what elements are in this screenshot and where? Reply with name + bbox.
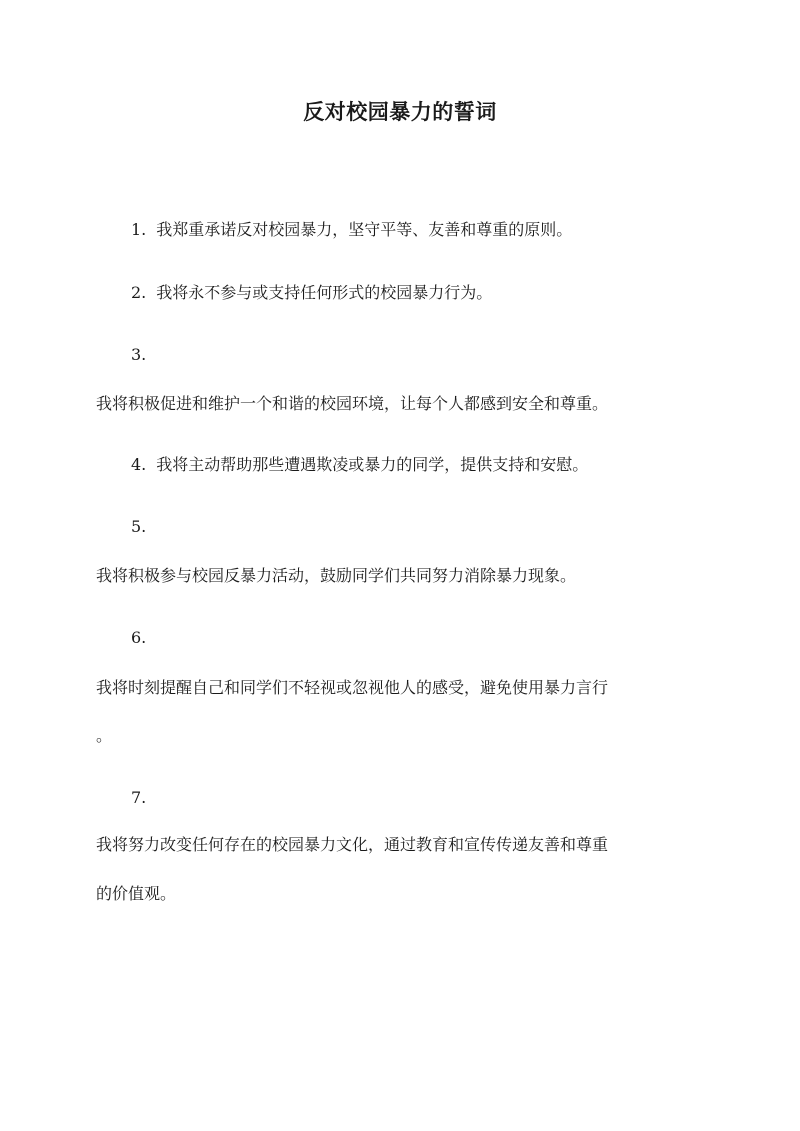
item-text-5: 我将积极参与校园反暴力活动，鼓励同学们共同努力消除暴力现象。 [96,566,577,585]
item-number-7: 7. [131,788,147,807]
item-number: 1. [131,220,147,239]
item-text-6-line-1: 我将时刻提醒自己和同学们不轻视或忽视他人的感受，避免使用暴力言行 [96,678,609,697]
item-number-6: 6. [131,628,147,647]
item-text: 我将主动帮助那些遭遇欺凌或暴力的同学，提供支持和安慰。 [156,455,589,474]
page-title: 反对校园暴力的誓词 [303,99,497,124]
pledge-item-2 [131,283,492,303]
item-text: 我郑重承诺反对校园暴力，坚守平等、友善和尊重的原则。 [156,220,573,239]
item-text: 我将永不参与或支持任何形式的校园暴力行为。 [156,283,493,302]
item-number: 4. [131,455,147,474]
item-number: 2. [131,283,147,302]
item-number-3: 3. [131,345,147,364]
item-text-7-line-2: 的价值观。 [96,884,177,903]
item-text-7-line-1: 我将努力改变任何存在的校园暴力文化，通过教育和宣传传递友善和尊重 [96,835,609,854]
item-text-3: 我将积极促进和维护一个和谐的校园环境，让每个人都感到安全和尊重。 [96,394,609,413]
pledge-item-1 [131,220,572,240]
item-text-6-line-2: 。 [96,726,113,745]
pledge-item-4 [131,455,588,475]
item-number-5: 5. [131,517,147,536]
